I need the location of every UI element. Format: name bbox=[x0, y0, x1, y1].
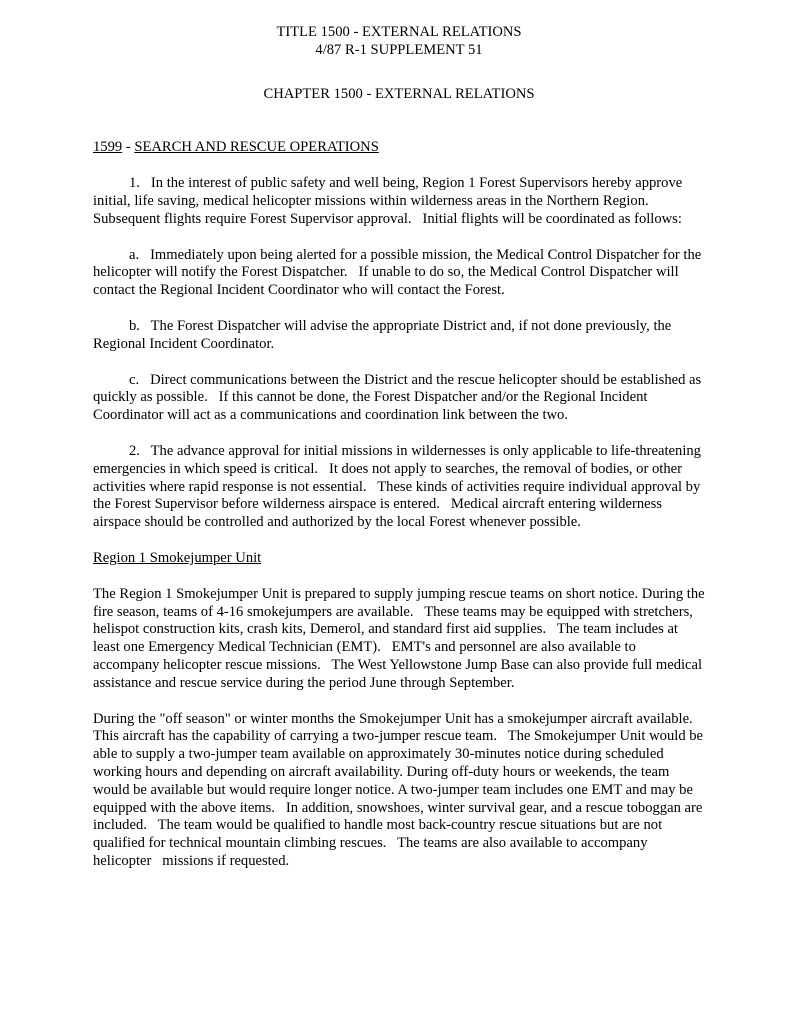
smokejumper-heading: Region 1 Smokejumper Unit bbox=[93, 549, 262, 566]
paragraph-c: c. Direct communications between the District and the rescue helicopter should be established as quickly as possible. If this cannot be done, the Forest Dispatcher and/or the Regional Incident Coordinator will act as a communications and coordination link between the two. bbox=[93, 371, 705, 424]
section-heading bbox=[93, 139, 705, 157]
paragraph-a: a. Immediately upon being alerted for a possible mission, the Medical Control Dispatcher for the helicopter will notify the Forest Dispatcher. If unable to do so, the Medical Control Dispatcher will contact the Regional Incident Coordinator who will contact the Forest. bbox=[93, 246, 705, 299]
paragraph-b: b. The Forest Dispatcher will advise the appropriate District and, if not done previously, the Regional Incident Coordinator. bbox=[93, 317, 675, 352]
section-separator: - bbox=[122, 139, 135, 156]
section-title: SEARCH AND RESCUE OPERATIONS bbox=[134, 139, 379, 156]
document-page bbox=[93, 24, 709, 871]
supplement-line: 4/87 R-1 SUPPLEMENT 51 bbox=[315, 41, 483, 58]
paragraph-2: 2. The advance approval for initial missions in wildernesses is only applicable to life-threatening emergencies in which speed is critical. It does not apply to searches, the removal of bodies, or other activities where rapid response is not essential. These kinds of activities require individual approval by the Forest Supervisor before wilderness airspace is entered. Medical aircraft entering wilderness airspace should be controlled and authorized by the local Forest whenever possible. bbox=[93, 442, 705, 531]
paragraph-1: 1. In the interest of public safety and well being, Region 1 Forest Supervisors hereby approve initial, life saving, medical helicopter missions within wilderness areas in the Northern Region. Subsequent flights require Forest Supervisor approval. Initial flights will be coordinated as follows: bbox=[93, 175, 686, 227]
smokejumper-paragraph-1: The Region 1 Smokejumper Unit is prepared to supply jumping rescue teams on short notice. During the fire season, teams of 4-16 smokejumpers are available. These teams may be equipped with stretchers, helispot construction kits, crash kits, Demerol, and standard first aid supplies. The team includes at least one Emergency Medical Technician (EMT). EMT's and personnel are also available to accompany helicopter rescue missions. The West Yellowstone Jump Base can also provide full medical assistance and rescue service during the period June through September. bbox=[93, 585, 709, 691]
smokejumper-paragraph-2: During the "off season" or winter months the Smokejumper Unit has a smokejumper aircraft available. This aircraft has the capability of carrying a two-jumper rescue team. The Smokejumper Unit would be able to supply a two-jumper team available on approximately 30-minutes notice during scheduled working hours and depending on aircraft availability. During off-duty hours or weekends, the team would be available but would require longer notice. A two-jumper team includes one EMT and may be equipped with the above items. In addition, snowshoes, winter survival gear, and a rescue toboggan are included. The team would be qualified to handle most back-country rescue situations but are not qualified for technical mountain climbing rescues. The teams are also available to accompany helicopter missions if requested. bbox=[93, 710, 707, 869]
section-number: 1599 bbox=[93, 139, 123, 156]
chapter-heading: CHAPTER 1500 - EXTERNAL RELATIONS bbox=[263, 85, 535, 102]
title-line: TITLE 1500 - EXTERNAL RELATIONS bbox=[276, 24, 522, 40]
